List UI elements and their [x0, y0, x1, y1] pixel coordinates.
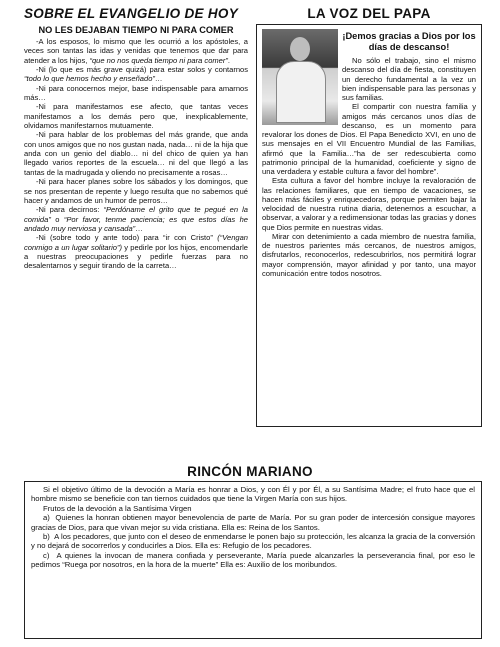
- mariano-title: RINCÓN MARIANO: [187, 464, 313, 479]
- gospel-subtitle: NO LES DEJABAN TIEMPO NI PARA COMER: [38, 25, 234, 35]
- mariano-paragraph-3: a) Quienes la honran obtienen mayor benevolencia de parte de María. Por su gran poder de intercesión consigue mayores gracias de Dios, para que vivan mejor su vida cristiana. Ella es: Reina de los Santos.: [31, 513, 475, 532]
- gospel-paragraph-6: -Ni para hacer planes sobre los sábados y los domingos, que se nos presentan de repente y luego resulta que no sabemos qué hacer y andamos de un humor de perros…: [24, 177, 248, 205]
- text: -Ni (lo que es más grave quizá) para estar solos y contarnos: [36, 65, 248, 75]
- pope-paragraph-3: Esta cultura a favor del hombre incluye la revaloración de las relaciones familiares, que en tiempo de vacaciones, se hacen más fáciles y enriquecedoras, porque permiten bajar la velocidad de nuestra rutina diaria, detenernos a escuchar, a observar, a valorar y a redimensionar todas las gracias y dones que Dios permite en nuestras vidas.: [262, 176, 476, 232]
- pope-paragraph-4: Mirar con detenimiento a cada miembro de nuestra familia, de nuestros parientes más cercanos, de nuestros amigos, disfrutarlos, reconocerlos, redescubrirlos, nos permitirá lograr mayor comprensión, mayor afinidad y por tanto, una mayor comunicación entre todos nosotros.: [262, 231, 476, 278]
- pope-paragraph-2: El compartir con nuestra familia y amigos más cercanos unos días de descanso, es un momento para revalorar los dones de Dios. El Papa Benedicto XVI, en uno de sus mensajes en el VII Encuentro Mundial de las Familias, afirmó que la Familia…”ha de ser redescubierta como patrimonio principal de la humanidad, coeficiente y signo de una verdadera y estable cultura a favor del hombre”.: [262, 102, 476, 176]
- gospel-paragraph-2: [24, 65, 248, 84]
- mariano-paragraph-5: c) A quienes la invocan de manera confiada y perseverante, María puede alcanzarles la perseverancia final, por eso le pedimos “Ruega por nosotros, en la hora de la muerte” Ella es: Auxilio de los moribundos.: [31, 550, 475, 570]
- quote: “que no nos queda tiempo ni para comer”: [89, 55, 228, 65]
- pope-column: [256, 6, 482, 427]
- mariano-box: [24, 481, 482, 639]
- pope-photo: [262, 29, 338, 125]
- text: o: [50, 214, 64, 224]
- gospel-paragraph-8: [24, 233, 248, 270]
- pope-box: [256, 24, 482, 427]
- pope-title: LA VOZ DEL PAPA: [307, 6, 431, 21]
- quote: “Perdóname el grito que te pegué en la comida”: [24, 205, 248, 224]
- text: …: [135, 223, 143, 233]
- mariano-paragraph-1: Si el objetivo último de la devoción a María es honrar a Dios, y con Él y por Él, a su Santísima Madre; el fruto hace que el hombre mismo se beneficie con tan tiernos cuidados que tiene la Virgen María con sus hijos.: [31, 485, 475, 504]
- pope-box-title: ¡Demos gracias a Dios por los días de descanso!: [342, 31, 476, 52]
- text: .: [227, 55, 231, 65]
- quote: (“Vengan conmigo a un lugar solitario”): [24, 233, 248, 252]
- text: -Ni (sobre todo y ante todo) para “ir con Cristo”: [36, 233, 218, 243]
- text: -A los esposos, lo mismo que les ocurrió a los apóstoles, a veces son tantas las idas y venidas que tenemos que dar para atender a los hijos,: [24, 37, 248, 65]
- gospel-paragraph-7: [24, 205, 248, 233]
- mariano-paragraph-4: b) A los pecadores, que junto con el deseo de enmendarse le ponen bajo su protección, les alcanza la gracia de la conversión y no dejará de socorrerlos y conducirles a Dios. Ella es: Refugio de los pecadores.: [31, 532, 475, 551]
- gospel-column: [24, 6, 248, 271]
- mariano-paragraph-2: Frutos de la devoción a la Santísima Virgen: [43, 503, 192, 513]
- gospel-paragraph-4: -Ni para manifestarnos ese afecto, que tantas veces manifestamos a los demás pero que, inexplicablemente, olvidamos manifestarnos mutuamente.: [24, 102, 248, 131]
- text: …: [154, 74, 163, 84]
- quote: “Por favor, tenme paciencia; es que estos días he andado muy nerviosa y cansada”: [24, 214, 248, 233]
- gospel-paragraph-3: -Ni para conocernos mejor, base indispensable para amarnos más…: [24, 83, 248, 103]
- quote: “todo lo que hemos hecho y enseñado”: [24, 74, 155, 84]
- gospel-paragraph-5: -Ni para hablar de los problemas del más grande, que anda con unos amigos que no nos gustan nada, nada… ni de la hija que anda con un genio del diablo… ni del chico de quien ya han llegado varios reportes de la escuela… ni del que llegó a las tantas de la madrugada y oliendo no precisamente a rosas…: [24, 130, 248, 177]
- photo-body: [276, 61, 326, 123]
- gospel-paragraph-1: [24, 37, 248, 65]
- gospel-title: SOBRE EL EVANGELIO DE HOY: [24, 6, 239, 21]
- text: -Ni para decirnos:: [36, 205, 104, 215]
- photo-head: [290, 37, 310, 61]
- pope-paragraph-1: No sólo el trabajo, sino el mismo descanso del día de fiesta, constituyen un derecho fundamental a la vez un bien indispensable para las personas y sus familias.: [342, 56, 476, 102]
- text: y pedirle por los hijos, encomendarle a nuestras preocupaciones y pedirle fuerzas para no desalentarnos y seguir tirando de la carreta…: [24, 242, 248, 271]
